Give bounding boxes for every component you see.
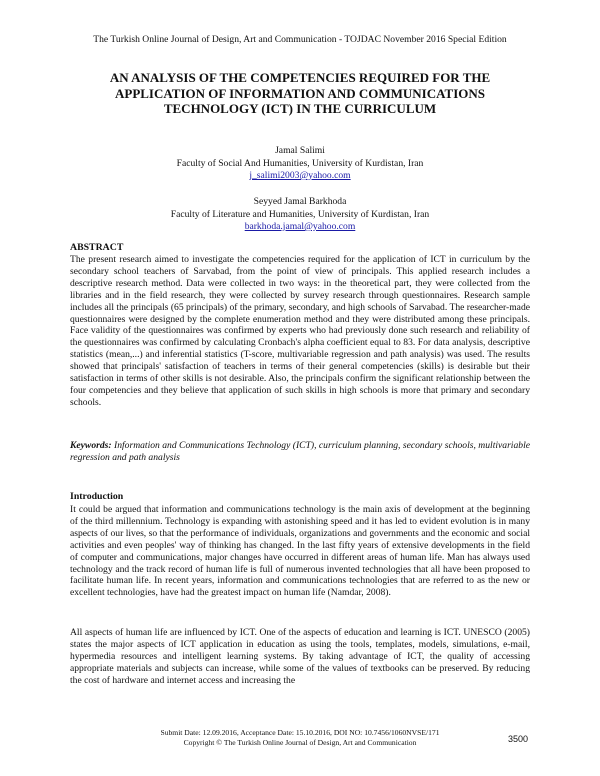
introduction-heading: Introduction xyxy=(70,491,124,502)
paper-title: AN ANALYSIS OF THE COMPETENCIES REQUIRED FOR THE APPLICATION OF INFORMATION AND COMMUNICATIONS TECHNOLOGY (ICT) IN THE CURRICULUM xyxy=(109,70,491,116)
page-number: 3500 xyxy=(508,734,529,744)
author-email-link[interactable]: j_salimi2003@yahoo.com xyxy=(249,170,351,181)
author-block-2 xyxy=(70,196,530,234)
author-block-1 xyxy=(70,145,530,183)
author-affiliation: Faculty of Literature and Humanities, University of Kurdistan, Iran xyxy=(170,208,430,220)
running-head: The Turkish Online Journal of Design, Art and Communication - TOJDAC November 2016 Special Edition xyxy=(93,34,507,45)
footer-submit-info: Submit Date: 12.09.2016, Acceptance Date: 15.10.2016, DOI NO: 10.7456/1060NVSE/171 xyxy=(160,728,440,737)
author-email-link[interactable]: barkhoda.jamal@yahoo.com xyxy=(244,221,356,232)
keywords-text: Information and Communications Technology (ICT), curriculum planning, secondary schools, multivariable regression and path analysis xyxy=(70,440,530,463)
author-affiliation: Faculty of Social And Humanities, University of Kurdistan, Iran xyxy=(176,157,424,169)
introduction-paragraph-1: It could be argued that information and communications technology is the main axis of development at the beginning of the third millennium. Technology is expanding with astonishing speed and it has led to evident evolution is in many aspects of our lives, so that the performance of individuals, organizations and governments and the economic and social activities and even peoples' way of thinking has changed. In the last fifty years of extensive developments in the field of computer and communications, major changes have occurred in different areas of human life. Man has always used technology and the track record of human life is full of numerous invented technologies that all have been proposed to facilitate human life. In recent years, information and communications technologies that are referred to as the new or excellent technologies, have had the greatest impact on human life (Namdar, 2008). xyxy=(70,504,530,599)
footer-copyright: Copyright © The Turkish Online Journal of Design, Art and Communication xyxy=(183,738,417,747)
keywords-label: Keywords: xyxy=(70,440,112,451)
keywords xyxy=(70,440,530,464)
author-name: Jamal Salimi xyxy=(275,145,325,156)
abstract-heading: ABSTRACT xyxy=(70,242,124,253)
author-name: Seyyed Jamal Barkhoda xyxy=(253,196,347,207)
abstract-text: The present research aimed to investigate the competencies required for the application of ICT in curriculum by the secondary school teachers of Sarvabad, from the point of view of principals. This applied research includes a descriptive research method. Data were collected in two ways: in the theoretical part, they were collected from the libraries and in the field research, they were collected by survey research through questionnaires. Research sample includes all the principals (65 principals) of the primary, secondary, and high schools of Sarvabad. The researcher-made questionnaires were designed by the complete enumeration method and they were distributed among these principals. Face validity of the questionnaires was confirmed by experts who had previously done such research and reliability of the questionnaires was confirmed by calculating Cronbach's alpha coefficient equal to 83. For data analysis, descriptive statistics (mean,...) and inferential statistics (T-score, multivariable regression and path analysis) was used. The results showed that principals' satisfaction of teachers in terms of their general competencies (skills) is desirable but their satisfaction in terms of other skills is not desirable. Also, the principals confirm the significant relationship between the four competencies and they believe that application of such skills in high schools is more that primary and secondary schools. xyxy=(70,254,530,408)
introduction-paragraph-2: All aspects of human life are influenced by ICT. One of the aspects of education and learning is ICT. UNESCO (2005) states the major aspects of ICT application in education as using the tools, templates, models, simulations, e-mail, hypermedia resources and intelligent learning systems. By taking advantage of ICT, the quality of accessing appropriate materials and subjects can increase, while some of the values of textbooks can be preserved. By reducing the cost of hardware and internet access and increasing the xyxy=(70,627,530,686)
